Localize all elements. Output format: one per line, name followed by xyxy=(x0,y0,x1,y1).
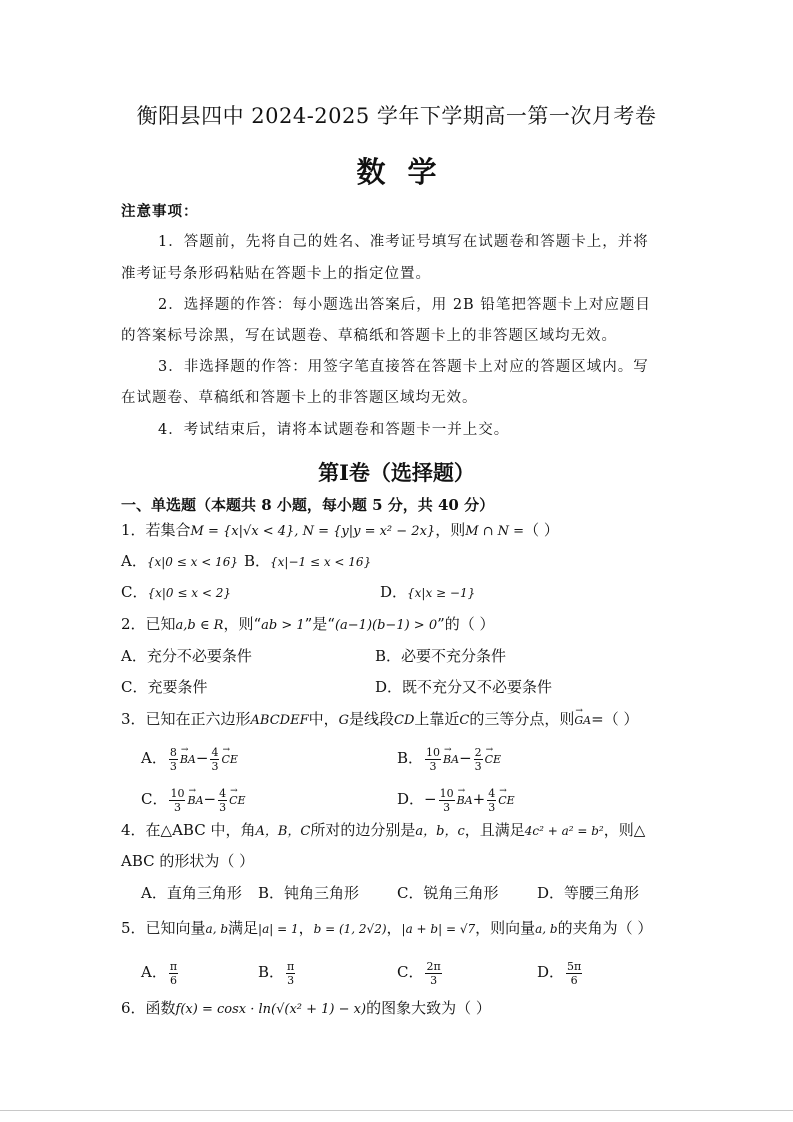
q5-d-value: $\frac{5\pi}{6}$ xyxy=(567,959,582,987)
notice-item-1-line-2: 准考证号条形码粘贴在答题卡上的指定位置。 xyxy=(121,266,431,282)
question-2-option-c[interactable]: C．充要条件 xyxy=(121,678,208,696)
q4-stem-prefix: 4．在△ABC 中，角 xyxy=(121,821,256,839)
q3-point-c: C xyxy=(459,713,470,728)
question-1-option-a[interactable] xyxy=(121,551,238,572)
q5-a-value: $\frac{\pi}{6}$ xyxy=(169,959,178,987)
q3-stem-suffix: =（ ） xyxy=(591,710,639,728)
q5-vectors: a, b xyxy=(205,922,229,936)
notice-item-2-line-1: 2．选择题的作答：每小题选出答案后，用 2B 铅笔把答题卡上对应题目 xyxy=(158,297,651,313)
q3-b-coef-1: $\frac{10}{3}$ xyxy=(426,745,441,773)
exam-title: 衡阳县四中 2024-2025 学年下学期高一第一次月考卷 xyxy=(136,104,657,128)
q5-a-label: A． xyxy=(141,963,167,981)
q1-paren: （ ） xyxy=(524,521,559,539)
question-5-option-c[interactable] xyxy=(397,956,444,988)
q3-c-coef-2: $\frac{4}{3}$ xyxy=(219,786,227,814)
question-1-stem xyxy=(121,520,559,542)
q3-b-label: B． xyxy=(397,749,424,767)
q1-stem-suffix: ，则 xyxy=(435,521,466,539)
part-1-title: 第Ⅰ卷（选择题） xyxy=(318,460,475,485)
q3-point-g: G xyxy=(338,713,350,728)
q3-b-op: − xyxy=(459,749,472,767)
q3-hexagon: ABCDEF xyxy=(250,713,309,728)
page-bottom-rule xyxy=(0,1110,793,1111)
q1-d-text: {x|x ≥ −1} xyxy=(407,586,476,600)
q3-d-op: + xyxy=(472,790,486,808)
q3-stem-mid-2: 是线段 xyxy=(349,710,395,728)
q6-function: f(x) = cosx · ln(√(x² + 1) − x) xyxy=(175,1002,367,1017)
question-4-option-b[interactable]: B．钝角三角形 xyxy=(258,884,360,902)
q5-c-value: $\frac{2\pi}{3}$ xyxy=(426,959,441,987)
q3-c-label: C． xyxy=(141,790,168,808)
q1-b-text: {x|−1 ≤ x < 16} xyxy=(270,555,372,569)
question-5-stem: 5．已知向量a, b满足|a| = 1，b = (1, 2√2)，|a + b| = √7，则向量a, b的夹角为（ ） xyxy=(121,919,653,937)
q5-vectors-2: a, b xyxy=(535,922,558,936)
q3-a-vector-1: → BA xyxy=(180,741,196,775)
q1-a-text: {x|0 ≤ x < 16} xyxy=(146,555,238,569)
q2-stem-prefix: 2．已知 xyxy=(121,615,176,633)
q2-stem-suffix: ”的（ ） xyxy=(437,615,495,633)
question-3-option-c[interactable] xyxy=(141,782,246,816)
question-4-option-c[interactable]: C．锐角三角形 xyxy=(397,884,499,902)
q3-stem-prefix: 3．已知在正六边形 xyxy=(121,710,251,728)
q3-a-label: A． xyxy=(141,749,167,767)
q4-stem-suffix: ，则△ xyxy=(603,821,646,839)
q5-condition-3: |a + b| = √7 xyxy=(401,922,476,936)
question-2-stem xyxy=(121,614,495,636)
q3-b-coef-2: $\frac{2}{3}$ xyxy=(474,745,482,773)
question-4-option-a[interactable]: A．直角三角形 xyxy=(141,884,242,902)
question-4-stem-line-1 xyxy=(121,820,645,842)
q3-b-vector-2: → CE xyxy=(485,741,501,775)
q3-a-coef-2: $\frac{4}{3}$ xyxy=(211,745,219,773)
q3-stem-mid-3: 上靠近 xyxy=(414,710,460,728)
q5-stem-prefix: 5．已知向量 xyxy=(121,919,206,937)
question-3-option-b[interactable] xyxy=(397,741,501,775)
question-3-stem xyxy=(121,707,638,731)
q3-c-vector-1: → BA xyxy=(187,782,203,816)
q3-stem-mid: 中， xyxy=(308,710,339,728)
notice-item-4: 4．考试结束后，请将本试题卷和答题卡一并上交。 xyxy=(158,422,510,438)
q3-a-op: − xyxy=(195,749,209,767)
q1-intersection: M ∩ N = xyxy=(465,524,525,539)
q4-condition: 4c² + a² = b² xyxy=(524,824,604,838)
q5-b-label: B． xyxy=(258,963,285,981)
q5-stem-mid-2: ，则向量 xyxy=(475,919,536,937)
q4-stem-mid-2: ，且满足 xyxy=(464,821,525,839)
question-3-option-a[interactable] xyxy=(141,741,238,775)
notice-item-2-line-2: 的答案标号涂黑，写在试题卷、草稿纸和答题卡上的非答题区域均无效。 xyxy=(121,328,617,344)
q3-d-vector-1: → BA xyxy=(457,782,473,816)
question-6-stem xyxy=(121,998,491,1020)
q3-d-vector-2: → CE xyxy=(498,782,514,816)
question-4-stem-line-2: ABC 的形状为（ ） xyxy=(121,852,255,870)
q3-a-vector-2: → CE xyxy=(221,741,237,775)
question-5-option-a[interactable] xyxy=(141,956,180,988)
q3-d-coef-2: $\frac{4}{3}$ xyxy=(488,786,496,814)
q5-b-value: $\frac{\pi}{3}$ xyxy=(287,959,295,987)
q3-a-coef-1: $\frac{8}{3}$ xyxy=(169,745,177,773)
q3-d-label: D． xyxy=(397,790,425,808)
question-5-option-b[interactable] xyxy=(258,956,297,988)
question-1-option-d[interactable] xyxy=(380,582,475,603)
q3-d-sign: − xyxy=(424,790,437,808)
q2-stem-mid: ，则“ xyxy=(223,615,262,633)
q3-stem-mid-4: 的三等分点，则 xyxy=(469,710,575,728)
question-4-option-d[interactable]: D．等腰三角形 xyxy=(537,884,640,902)
notice-heading: 注意事项： xyxy=(121,203,199,220)
q5-condition-2: b = (1, 2√2) xyxy=(313,922,387,936)
question-1-option-c[interactable] xyxy=(121,582,231,603)
q4-sides: a，b，c xyxy=(415,824,465,839)
q5-stem-mid: 满足 xyxy=(228,919,259,937)
question-2-option-a[interactable]: A．充分不必要条件 xyxy=(121,647,252,665)
q1-c-text: {x|0 ≤ x < 2} xyxy=(147,586,231,600)
q3-c-coef-1: $\frac{10}{3}$ xyxy=(170,786,185,814)
q3-segment: CD xyxy=(394,713,415,728)
q6-stem-prefix: 6．函数 xyxy=(121,999,176,1017)
q1-a-label: A． xyxy=(121,552,147,570)
q3-c-op: − xyxy=(203,790,217,808)
q3-target-vector: → GA xyxy=(574,707,591,731)
q3-b-vector-1: → BA xyxy=(443,741,459,775)
q1-b-label: B． xyxy=(244,552,271,570)
subject-title: 数学 xyxy=(356,155,459,189)
q5-d-label: D． xyxy=(537,963,565,981)
question-1-option-b[interactable] xyxy=(244,551,371,572)
question-3-option-d[interactable] xyxy=(397,782,515,816)
q4-stem-mid: 所对的边分别是 xyxy=(310,821,416,839)
q5-c-label: C． xyxy=(397,963,424,981)
q2-condition-1: ab > 1 xyxy=(261,618,305,633)
section-heading: 一、单选题（本题共 8 小题，每小题 5 分，共 40 分） xyxy=(121,496,495,514)
notice-item-3-line-1: 3．非选择题的作答：用签字笔直接答在答题卡上对应的答题区域内。写 xyxy=(158,359,649,375)
q2-condition-2: (a−1)(b−1) > 0 xyxy=(334,618,438,633)
question-5-option-d[interactable] xyxy=(537,956,584,988)
q1-stem-prefix: 1．若集合 xyxy=(121,521,191,539)
q1-c-label: C． xyxy=(121,583,148,601)
notice-item-3-line-2: 在试题卷、草稿纸和答题卡上的非答题区域均无效。 xyxy=(121,390,478,406)
q3-d-coef-1: $\frac{10}{3}$ xyxy=(439,786,454,814)
q4-angles: A，B，C xyxy=(255,824,311,839)
question-2-option-b[interactable]: B．必要不充分条件 xyxy=(375,647,507,665)
question-2-option-d[interactable]: D．既不充分又不必要条件 xyxy=(375,678,553,696)
q2-domain: a,b ∈ R xyxy=(175,618,224,633)
q5-stem-suffix: 的夹角为（ ） xyxy=(557,919,653,937)
notice-item-1-line-1: 1．答题前，先将自己的姓名、准考证号填写在试题卷和答题卡上，并将 xyxy=(158,234,649,250)
q2-stem-mid-2: ”是“ xyxy=(304,615,335,633)
q6-stem-suffix: 的图象大致为（ ） xyxy=(366,999,491,1017)
q1-d-label: D． xyxy=(380,583,408,601)
q1-sets: M = {x|√x < 4}, N = {y|y = x² − 2x} xyxy=(190,524,436,539)
q5-condition-1: |a| = 1 xyxy=(258,922,299,936)
q3-c-vector-2: → CE xyxy=(229,782,245,816)
